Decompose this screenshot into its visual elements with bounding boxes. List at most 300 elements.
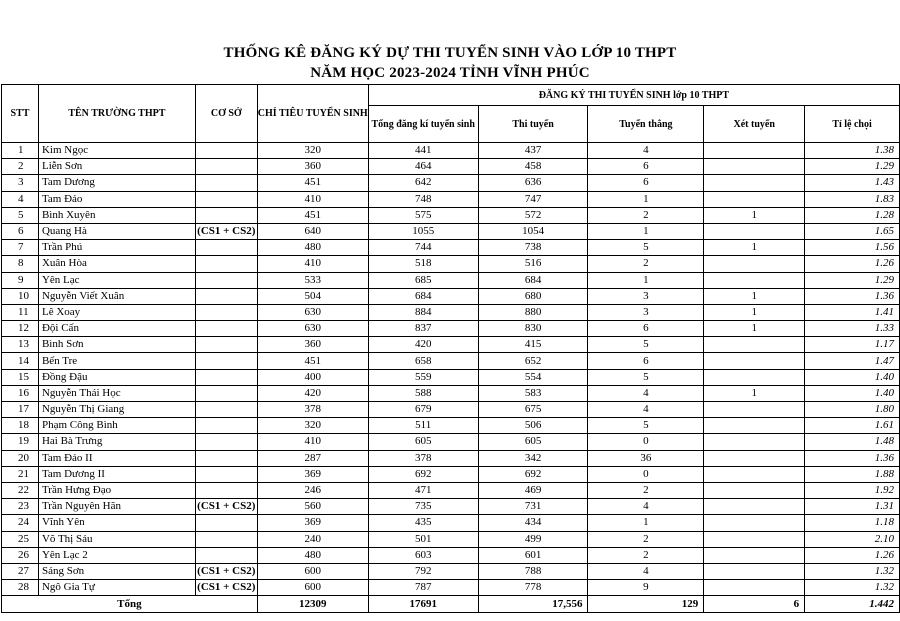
cell-school-name: Tam Dương II — [38, 466, 195, 482]
cell-school-name: Liễn Sơn — [38, 159, 195, 175]
cell-campus — [195, 402, 257, 418]
cell-direct-admission: 2 — [588, 547, 704, 563]
cell-campus — [195, 159, 257, 175]
cell-review-admission — [704, 580, 805, 596]
cell-direct-admission: 1 — [588, 223, 704, 239]
cell-school-name: Đội Cấn — [38, 321, 195, 337]
cell-campus: (CS1 + CS2) — [195, 563, 257, 579]
cell-school-name: Võ Thị Sáu — [38, 531, 195, 547]
cell-quota: 240 — [257, 531, 368, 547]
cell-stt: 10 — [2, 288, 39, 304]
cell-quota: 600 — [257, 563, 368, 579]
cell-review-admission — [704, 563, 805, 579]
table-row — [2, 482, 900, 498]
cell-stt: 16 — [2, 385, 39, 401]
cell-quota: 533 — [257, 272, 368, 288]
cell-campus — [195, 434, 257, 450]
cell-school-name: Nguyễn Thái Học — [38, 385, 195, 401]
cell-direct-admission: 4 — [588, 402, 704, 418]
cell-exam: 636 — [478, 175, 588, 191]
cell-school-name: Quang Hà — [38, 223, 195, 239]
cell-competition-ratio: 1.31 — [805, 499, 900, 515]
cell-review-admission — [704, 256, 805, 272]
cell-campus — [195, 304, 257, 320]
cell-review-admission — [704, 547, 805, 563]
cell-quota: 630 — [257, 304, 368, 320]
cell-exam: 572 — [478, 207, 588, 223]
cell-total-registered: 605 — [368, 434, 478, 450]
cell-total-registered: 435 — [368, 515, 478, 531]
cell-quota: 378 — [257, 402, 368, 418]
cell-total-registered: 692 — [368, 466, 478, 482]
cell-competition-ratio: 1.38 — [805, 143, 900, 159]
cell-campus — [195, 272, 257, 288]
cell-review-admission: 1 — [704, 304, 805, 320]
cell-campus — [195, 547, 257, 563]
cell-review-admission — [704, 272, 805, 288]
totals-ratio: 1.442 — [805, 596, 900, 613]
cell-exam: 652 — [478, 353, 588, 369]
header-registration-group: ĐĂNG KÝ THI TUYỂN SINH lớp 10 THPT — [368, 85, 899, 106]
cell-direct-admission: 36 — [588, 450, 704, 466]
cell-school-name: Nguyễn Thị Giang — [38, 402, 195, 418]
cell-total-registered: 501 — [368, 531, 478, 547]
cell-quota: 246 — [257, 482, 368, 498]
cell-school-name: Tam Đảo — [38, 191, 195, 207]
cell-exam: 506 — [478, 418, 588, 434]
cell-total-registered: 575 — [368, 207, 478, 223]
cell-competition-ratio: 1.29 — [805, 272, 900, 288]
cell-campus — [195, 482, 257, 498]
cell-direct-admission: 3 — [588, 304, 704, 320]
cell-competition-ratio: 1.80 — [805, 402, 900, 418]
header-stt: STT — [2, 85, 39, 143]
table-row — [2, 191, 900, 207]
cell-exam: 469 — [478, 482, 588, 498]
table-row — [2, 385, 900, 401]
cell-exam: 601 — [478, 547, 588, 563]
cell-campus — [195, 369, 257, 385]
cell-stt: 20 — [2, 450, 39, 466]
cell-campus — [195, 515, 257, 531]
header-competition-ratio: Tỉ lệ chọi — [805, 106, 900, 143]
cell-quota: 451 — [257, 353, 368, 369]
cell-quota: 451 — [257, 207, 368, 223]
cell-review-admission — [704, 482, 805, 498]
cell-competition-ratio: 1.26 — [805, 256, 900, 272]
cell-quota: 360 — [257, 159, 368, 175]
cell-stt: 22 — [2, 482, 39, 498]
cell-school-name: Bình Sơn — [38, 337, 195, 353]
cell-total-registered: 748 — [368, 191, 478, 207]
cell-competition-ratio: 1.33 — [805, 321, 900, 337]
cell-competition-ratio: 1.40 — [805, 385, 900, 401]
cell-school-name: Trần Hưng Đạo — [38, 482, 195, 498]
totals-row — [2, 596, 900, 613]
cell-direct-admission: 1 — [588, 515, 704, 531]
cell-direct-admission: 6 — [588, 353, 704, 369]
cell-school-name: Bình Xuyên — [38, 207, 195, 223]
header-total-registered: Tổng đăng kí tuyển sinh — [368, 106, 478, 143]
cell-total-registered: 884 — [368, 304, 478, 320]
table-row — [2, 499, 900, 515]
cell-exam: 583 — [478, 385, 588, 401]
cell-campus — [195, 143, 257, 159]
cell-review-admission — [704, 531, 805, 547]
cell-competition-ratio: 1.17 — [805, 337, 900, 353]
cell-school-name: Trần Phú — [38, 240, 195, 256]
cell-direct-admission: 2 — [588, 482, 704, 498]
cell-review-admission — [704, 434, 805, 450]
cell-school-name: Sáng Sơn — [38, 563, 195, 579]
cell-review-admission — [704, 353, 805, 369]
cell-competition-ratio: 1.28 — [805, 207, 900, 223]
cell-total-registered: 735 — [368, 499, 478, 515]
cell-quota: 451 — [257, 175, 368, 191]
cell-campus — [195, 175, 257, 191]
cell-direct-admission: 2 — [588, 531, 704, 547]
cell-quota: 480 — [257, 547, 368, 563]
cell-exam: 434 — [478, 515, 588, 531]
cell-quota: 360 — [257, 337, 368, 353]
cell-school-name: Yên Lạc — [38, 272, 195, 288]
cell-school-name: Lê Xoay — [38, 304, 195, 320]
table-row — [2, 450, 900, 466]
cell-school-name: Phạm Công Bình — [38, 418, 195, 434]
cell-direct-admission: 4 — [588, 143, 704, 159]
cell-exam: 1054 — [478, 223, 588, 239]
cell-stt: 21 — [2, 466, 39, 482]
cell-exam: 605 — [478, 434, 588, 450]
cell-campus — [195, 353, 257, 369]
table-row — [2, 547, 900, 563]
table-body — [2, 143, 900, 596]
cell-review-admission: 1 — [704, 321, 805, 337]
cell-review-admission: 1 — [704, 288, 805, 304]
cell-stt: 12 — [2, 321, 39, 337]
cell-exam: 738 — [478, 240, 588, 256]
cell-exam: 342 — [478, 450, 588, 466]
cell-stt: 13 — [2, 337, 39, 353]
cell-competition-ratio: 1.36 — [805, 288, 900, 304]
cell-quota: 410 — [257, 434, 368, 450]
cell-stt: 4 — [2, 191, 39, 207]
cell-campus — [195, 385, 257, 401]
cell-campus — [195, 466, 257, 482]
cell-quota: 410 — [257, 191, 368, 207]
cell-direct-admission: 6 — [588, 159, 704, 175]
header-campus: CƠ SỞ — [195, 85, 257, 143]
cell-stt: 2 — [2, 159, 39, 175]
cell-competition-ratio: 1.92 — [805, 482, 900, 498]
cell-quota: 320 — [257, 418, 368, 434]
cell-quota: 287 — [257, 450, 368, 466]
cell-exam: 415 — [478, 337, 588, 353]
cell-total-registered: 518 — [368, 256, 478, 272]
cell-campus — [195, 321, 257, 337]
cell-school-name: Trần Nguyên Hãn — [38, 499, 195, 515]
cell-total-registered: 1055 — [368, 223, 478, 239]
table-row — [2, 240, 900, 256]
cell-quota: 560 — [257, 499, 368, 515]
cell-direct-admission: 5 — [588, 337, 704, 353]
cell-stt: 15 — [2, 369, 39, 385]
cell-quota: 480 — [257, 240, 368, 256]
cell-quota: 504 — [257, 288, 368, 304]
table-row — [2, 434, 900, 450]
cell-competition-ratio: 1.83 — [805, 191, 900, 207]
cell-stt: 18 — [2, 418, 39, 434]
cell-school-name: Tam Đảo II — [38, 450, 195, 466]
cell-total-registered: 603 — [368, 547, 478, 563]
cell-total-registered: 787 — [368, 580, 478, 596]
cell-competition-ratio: 2.10 — [805, 531, 900, 547]
table-row — [2, 288, 900, 304]
cell-stt: 14 — [2, 353, 39, 369]
cell-direct-admission: 4 — [588, 499, 704, 515]
cell-review-admission — [704, 369, 805, 385]
cell-review-admission — [704, 515, 805, 531]
table-row — [2, 580, 900, 596]
cell-direct-admission: 2 — [588, 256, 704, 272]
cell-campus — [195, 191, 257, 207]
cell-quota: 400 — [257, 369, 368, 385]
cell-campus — [195, 337, 257, 353]
cell-total-registered: 588 — [368, 385, 478, 401]
cell-direct-admission: 1 — [588, 272, 704, 288]
cell-school-name: Bến Tre — [38, 353, 195, 369]
totals-registered: 17691 — [368, 596, 478, 613]
cell-quota: 630 — [257, 321, 368, 337]
cell-competition-ratio: 1.32 — [805, 563, 900, 579]
cell-exam: 880 — [478, 304, 588, 320]
table-row — [2, 531, 900, 547]
cell-competition-ratio: 1.65 — [805, 223, 900, 239]
cell-campus — [195, 288, 257, 304]
cell-review-admission — [704, 499, 805, 515]
cell-campus: (CS1 + CS2) — [195, 499, 257, 515]
totals-quota: 12309 — [257, 596, 368, 613]
cell-campus — [195, 418, 257, 434]
cell-quota: 420 — [257, 385, 368, 401]
cell-total-registered: 684 — [368, 288, 478, 304]
cell-stt: 17 — [2, 402, 39, 418]
header-review-admission: Xét tuyển — [704, 106, 805, 143]
cell-exam: 684 — [478, 272, 588, 288]
cell-school-name: Kim Ngọc — [38, 143, 195, 159]
cell-direct-admission: 9 — [588, 580, 704, 596]
cell-total-registered: 642 — [368, 175, 478, 191]
cell-review-admission — [704, 223, 805, 239]
table-row — [2, 369, 900, 385]
cell-review-admission — [704, 450, 805, 466]
document-title-line1: THỐNG KÊ ĐĂNG KÝ DỰ THI TUYỂN SINH VÀO LỚP 10 THPT — [223, 45, 677, 61]
cell-exam: 680 — [478, 288, 588, 304]
cell-exam: 731 — [478, 499, 588, 515]
cell-total-registered: 679 — [368, 402, 478, 418]
cell-competition-ratio: 1.88 — [805, 466, 900, 482]
totals-review: 6 — [704, 596, 805, 613]
cell-quota: 410 — [257, 256, 368, 272]
cell-review-admission — [704, 337, 805, 353]
cell-school-name: Hai Bà Trưng — [38, 434, 195, 450]
cell-competition-ratio: 1.36 — [805, 450, 900, 466]
totals-label: Tổng — [2, 596, 258, 613]
cell-direct-admission: 4 — [588, 385, 704, 401]
cell-exam: 778 — [478, 580, 588, 596]
cell-stt: 11 — [2, 304, 39, 320]
header-school: TÊN TRƯỜNG THPT — [38, 85, 195, 143]
cell-quota: 320 — [257, 143, 368, 159]
cell-total-registered: 658 — [368, 353, 478, 369]
cell-competition-ratio: 1.29 — [805, 159, 900, 175]
table-row — [2, 515, 900, 531]
cell-stt: 1 — [2, 143, 39, 159]
cell-campus — [195, 240, 257, 256]
cell-direct-admission: 5 — [588, 240, 704, 256]
cell-campus — [195, 531, 257, 547]
cell-school-name: Tam Dương — [38, 175, 195, 191]
cell-direct-admission: 5 — [588, 369, 704, 385]
cell-school-name: Nguyễn Viết Xuân — [38, 288, 195, 304]
cell-direct-admission: 6 — [588, 321, 704, 337]
cell-quota: 369 — [257, 466, 368, 482]
cell-total-registered: 685 — [368, 272, 478, 288]
cell-total-registered: 378 — [368, 450, 478, 466]
cell-school-name: Yên Lạc 2 — [38, 547, 195, 563]
table-row — [2, 337, 900, 353]
cell-school-name: Đồng Đậu — [38, 369, 195, 385]
cell-review-admission: 1 — [704, 240, 805, 256]
cell-stt: 9 — [2, 272, 39, 288]
cell-competition-ratio: 1.48 — [805, 434, 900, 450]
header-exam: Thi tuyển — [478, 106, 588, 143]
cell-direct-admission: 0 — [588, 466, 704, 482]
cell-review-admission — [704, 418, 805, 434]
cell-exam: 554 — [478, 369, 588, 385]
cell-total-registered: 471 — [368, 482, 478, 498]
cell-exam: 788 — [478, 563, 588, 579]
cell-total-registered: 837 — [368, 321, 478, 337]
cell-total-registered: 420 — [368, 337, 478, 353]
cell-stt: 8 — [2, 256, 39, 272]
document-title-line2: NĂM HỌC 2023-2024 TỈNH VĨNH PHÚC — [310, 65, 590, 81]
cell-exam: 830 — [478, 321, 588, 337]
totals-exam: 17,556 — [478, 596, 588, 613]
table-row — [2, 159, 900, 175]
cell-review-admission: 1 — [704, 385, 805, 401]
cell-competition-ratio: 1.56 — [805, 240, 900, 256]
table-row — [2, 418, 900, 434]
cell-exam: 675 — [478, 402, 588, 418]
cell-direct-admission: 6 — [588, 175, 704, 191]
cell-exam: 499 — [478, 531, 588, 547]
table-row — [2, 321, 900, 337]
table-row — [2, 304, 900, 320]
cell-stt: 28 — [2, 580, 39, 596]
cell-competition-ratio: 1.40 — [805, 369, 900, 385]
cell-stt: 7 — [2, 240, 39, 256]
table-row — [2, 207, 900, 223]
cell-competition-ratio: 1.61 — [805, 418, 900, 434]
cell-review-admission — [704, 466, 805, 482]
cell-school-name: Xuân Hòa — [38, 256, 195, 272]
cell-total-registered: 511 — [368, 418, 478, 434]
cell-direct-admission: 2 — [588, 207, 704, 223]
cell-exam: 692 — [478, 466, 588, 482]
cell-quota: 640 — [257, 223, 368, 239]
table-row — [2, 466, 900, 482]
table-row — [2, 353, 900, 369]
header-direct-admission: Tuyển thẳng — [588, 106, 704, 143]
cell-review-admission — [704, 175, 805, 191]
cell-total-registered: 792 — [368, 563, 478, 579]
cell-stt: 5 — [2, 207, 39, 223]
table-row — [2, 563, 900, 579]
cell-stt: 27 — [2, 563, 39, 579]
cell-review-admission — [704, 159, 805, 175]
cell-campus — [195, 256, 257, 272]
header-quota: CHỈ TIÊU TUYỂN SINH — [257, 85, 368, 143]
cell-stt: 6 — [2, 223, 39, 239]
table-row — [2, 256, 900, 272]
cell-competition-ratio: 1.18 — [805, 515, 900, 531]
totals-direct: 129 — [588, 596, 704, 613]
cell-competition-ratio: 1.47 — [805, 353, 900, 369]
cell-competition-ratio: 1.41 — [805, 304, 900, 320]
cell-campus — [195, 450, 257, 466]
cell-exam: 516 — [478, 256, 588, 272]
cell-stt: 25 — [2, 531, 39, 547]
cell-stt: 26 — [2, 547, 39, 563]
cell-competition-ratio: 1.43 — [805, 175, 900, 191]
cell-school-name: Vĩnh Yên — [38, 515, 195, 531]
cell-review-admission — [704, 402, 805, 418]
cell-stt: 24 — [2, 515, 39, 531]
table-row — [2, 175, 900, 191]
cell-exam: 747 — [478, 191, 588, 207]
enrollment-table — [1, 84, 900, 613]
cell-quota: 600 — [257, 580, 368, 596]
cell-direct-admission: 4 — [588, 563, 704, 579]
cell-school-name: Ngô Gia Tự — [38, 580, 195, 596]
cell-exam: 437 — [478, 143, 588, 159]
cell-quota: 369 — [257, 515, 368, 531]
cell-direct-admission: 3 — [588, 288, 704, 304]
cell-direct-admission: 5 — [588, 418, 704, 434]
table-row — [2, 143, 900, 159]
cell-total-registered: 744 — [368, 240, 478, 256]
cell-stt: 19 — [2, 434, 39, 450]
cell-competition-ratio: 1.32 — [805, 580, 900, 596]
cell-total-registered: 559 — [368, 369, 478, 385]
table-row — [2, 223, 900, 239]
table-row — [2, 402, 900, 418]
cell-review-admission — [704, 143, 805, 159]
cell-competition-ratio: 1.26 — [805, 547, 900, 563]
cell-stt: 23 — [2, 499, 39, 515]
cell-direct-admission: 0 — [588, 434, 704, 450]
cell-campus: (CS1 + CS2) — [195, 580, 257, 596]
cell-campus — [195, 207, 257, 223]
cell-review-admission — [704, 191, 805, 207]
cell-direct-admission: 1 — [588, 191, 704, 207]
cell-review-admission: 1 — [704, 207, 805, 223]
cell-campus: (CS1 + CS2) — [195, 223, 257, 239]
cell-total-registered: 464 — [368, 159, 478, 175]
cell-total-registered: 441 — [368, 143, 478, 159]
cell-stt: 3 — [2, 175, 39, 191]
